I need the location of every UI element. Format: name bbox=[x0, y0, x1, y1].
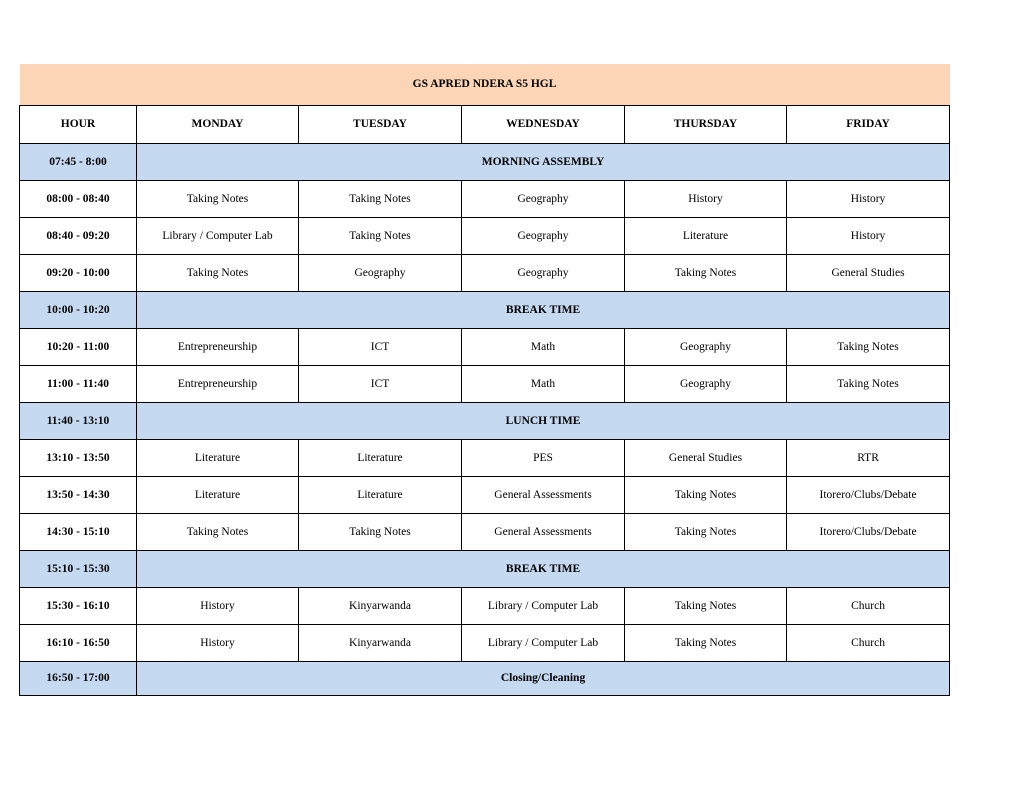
break-row bbox=[20, 143, 950, 180]
subject-cell: Literature bbox=[625, 217, 787, 254]
subject-cell: Taking Notes bbox=[787, 328, 950, 365]
hour-cell: 16:10 - 16:50 bbox=[20, 624, 137, 661]
subject-cell: History bbox=[137, 587, 299, 624]
subject-cell: Entrepreneurship bbox=[137, 365, 299, 402]
subject-cell: Literature bbox=[137, 439, 299, 476]
hour-cell: 10:20 - 11:00 bbox=[20, 328, 137, 365]
subject-cell: Geography bbox=[625, 365, 787, 402]
subject-cell: Church bbox=[787, 587, 950, 624]
table-row bbox=[20, 476, 950, 513]
subject-cell: Kinyarwanda bbox=[299, 624, 462, 661]
subject-cell: Taking Notes bbox=[625, 624, 787, 661]
break-label: LUNCH TIME bbox=[137, 402, 950, 439]
subject-cell: Taking Notes bbox=[137, 513, 299, 550]
hour-cell: 11:40 - 13:10 bbox=[20, 402, 137, 439]
subject-cell: General Studies bbox=[625, 439, 787, 476]
hour-cell: 13:10 - 13:50 bbox=[20, 439, 137, 476]
timetable-title: GS APRED NDERA S5 HGL bbox=[20, 64, 950, 105]
subject-cell: Geography bbox=[462, 180, 625, 217]
subject-cell: Taking Notes bbox=[625, 254, 787, 291]
break-label: Closing/Cleaning bbox=[137, 661, 950, 695]
hour-cell: 14:30 - 15:10 bbox=[20, 513, 137, 550]
hour-cell: 15:10 - 15:30 bbox=[20, 550, 137, 587]
hour-cell: 11:00 - 11:40 bbox=[20, 365, 137, 402]
break-row bbox=[20, 550, 950, 587]
subject-cell: Geography bbox=[462, 217, 625, 254]
hour-cell: 15:30 - 16:10 bbox=[20, 587, 137, 624]
header-wednesday: WEDNESDAY bbox=[462, 105, 625, 143]
header-monday: MONDAY bbox=[137, 105, 299, 143]
subject-cell: Church bbox=[787, 624, 950, 661]
table-row bbox=[20, 624, 950, 661]
subject-cell: Literature bbox=[299, 476, 462, 513]
table-row bbox=[20, 587, 950, 624]
hour-cell: 09:20 - 10:00 bbox=[20, 254, 137, 291]
subject-cell: Geography bbox=[462, 254, 625, 291]
break-row bbox=[20, 402, 950, 439]
subject-cell: Taking Notes bbox=[625, 476, 787, 513]
subject-cell: Entrepreneurship bbox=[137, 328, 299, 365]
subject-cell: Taking Notes bbox=[299, 513, 462, 550]
subject-cell: Library / Computer Lab bbox=[137, 217, 299, 254]
subject-cell: Taking Notes bbox=[299, 180, 462, 217]
subject-cell: ICT bbox=[299, 365, 462, 402]
subject-cell: Library / Computer Lab bbox=[462, 587, 625, 624]
break-label: BREAK TIME bbox=[137, 550, 950, 587]
table-row bbox=[20, 439, 950, 476]
header-hour: HOUR bbox=[20, 105, 137, 143]
table-row bbox=[20, 254, 950, 291]
subject-cell: Taking Notes bbox=[299, 217, 462, 254]
table-row bbox=[20, 217, 950, 254]
subject-cell: RTR bbox=[787, 439, 950, 476]
subject-cell: History bbox=[787, 217, 950, 254]
subject-cell: Taking Notes bbox=[787, 365, 950, 402]
table-row bbox=[20, 328, 950, 365]
subject-cell: Kinyarwanda bbox=[299, 587, 462, 624]
subject-cell: PES bbox=[462, 439, 625, 476]
subject-cell: Math bbox=[462, 328, 625, 365]
subject-cell: Taking Notes bbox=[625, 587, 787, 624]
title-row bbox=[20, 64, 950, 105]
header-friday: FRIDAY bbox=[787, 105, 950, 143]
table-row bbox=[20, 513, 950, 550]
subject-cell: Library / Computer Lab bbox=[462, 624, 625, 661]
subject-cell: Literature bbox=[299, 439, 462, 476]
hour-cell: 07:45 - 8:00 bbox=[20, 143, 137, 180]
subject-cell: General Assessments bbox=[462, 513, 625, 550]
hour-cell: 08:00 - 08:40 bbox=[20, 180, 137, 217]
subject-cell: History bbox=[137, 624, 299, 661]
hour-cell: 16:50 - 17:00 bbox=[20, 661, 137, 695]
break-row bbox=[20, 661, 950, 695]
hour-cell: 10:00 - 10:20 bbox=[20, 291, 137, 328]
subject-cell: Math bbox=[462, 365, 625, 402]
subject-cell: History bbox=[787, 180, 950, 217]
subject-cell: Itorero/Clubs/Debate bbox=[787, 513, 950, 550]
header-thursday: THURSDAY bbox=[625, 105, 787, 143]
header-row bbox=[20, 105, 950, 143]
header-tuesday: TUESDAY bbox=[299, 105, 462, 143]
table-row bbox=[20, 180, 950, 217]
subject-cell: History bbox=[625, 180, 787, 217]
hour-cell: 08:40 - 09:20 bbox=[20, 217, 137, 254]
timetable bbox=[19, 64, 950, 696]
subject-cell: Taking Notes bbox=[137, 180, 299, 217]
subject-cell: Geography bbox=[299, 254, 462, 291]
subject-cell: Literature bbox=[137, 476, 299, 513]
subject-cell: ICT bbox=[299, 328, 462, 365]
subject-cell: General Studies bbox=[787, 254, 950, 291]
break-row bbox=[20, 291, 950, 328]
subject-cell: Taking Notes bbox=[625, 513, 787, 550]
subject-cell: General Assessments bbox=[462, 476, 625, 513]
break-label: MORNING ASSEMBLY bbox=[137, 143, 950, 180]
table-row bbox=[20, 365, 950, 402]
subject-cell: Taking Notes bbox=[137, 254, 299, 291]
break-label: BREAK TIME bbox=[137, 291, 950, 328]
subject-cell: Itorero/Clubs/Debate bbox=[787, 476, 950, 513]
subject-cell: Geography bbox=[625, 328, 787, 365]
hour-cell: 13:50 - 14:30 bbox=[20, 476, 137, 513]
